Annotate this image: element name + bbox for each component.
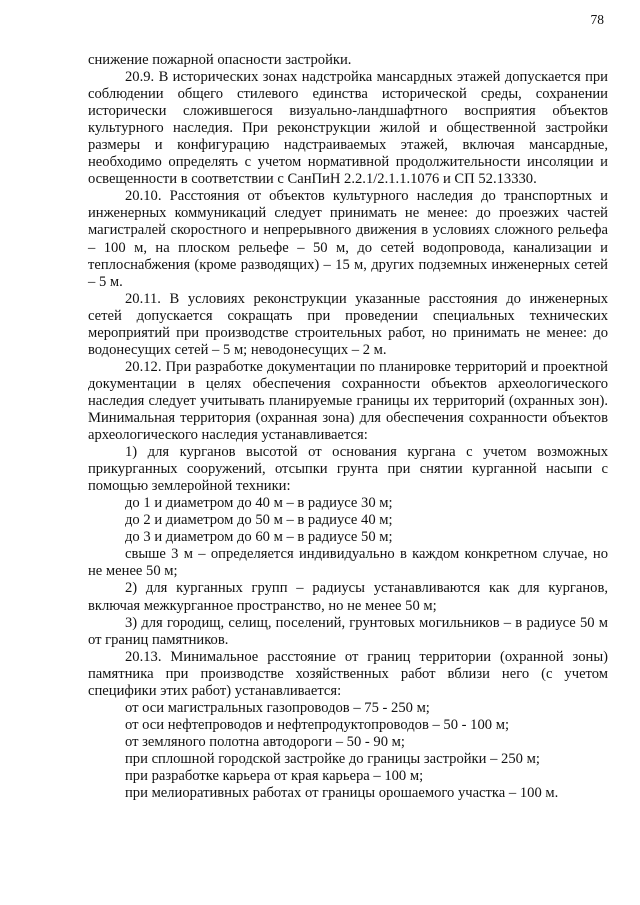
sub-item-over-3: свыше 3 м – определяется индивидуально в каждом конкретном случае, но не менее 50 м; bbox=[88, 546, 608, 580]
document-body bbox=[88, 52, 608, 802]
clause-20-12: 20.12. При разработке документации по планировке территорий и проектной документации в целях обеспечения сохранности объектов археологического наследия следует учитывать планируемые границы их территорий (охранных зон). Минимальная территория (охранная зона) для обеспечения сохранности объектов археологического наследия устанавливается: bbox=[88, 358, 608, 444]
list-item-kurgan-groups: 2) для курганных групп – радиусы устанавливаются как для курганов, включая межкурганное пространство, но не менее 50 м; bbox=[88, 580, 608, 614]
distance-gas-pipelines: от оси магистральных газопроводов – 75 - 250 м; bbox=[125, 699, 430, 716]
sub-item-height-2: до 2 и диаметром до 50 м – в радиусе 40 м; bbox=[125, 512, 393, 529]
page-number: 78 bbox=[590, 12, 604, 27]
distance-urban-development: при сплошной городской застройке до границы застройки – 250 м; bbox=[125, 750, 540, 767]
distance-road-bed: от земляного полотна автодороги – 50 - 90 м; bbox=[125, 733, 405, 750]
clause-20-9: 20.9. В исторических зонах надстройка мансардных этажей допускается при соблюдении общего стилевого единства исторической среды, сохранении исторически сложившегося визуально-ландшафтного восприятия объектов культурного наследия. При реконструкции жилой и общественной застройки размеры и конфигурацию надстраиваемых этажей, включая мансардные, необходимо определять с учетом нормативной продолжительности инсоляции и освещенности в соответствии с СанПиН 2.2.1/2.1.1.1076 и СП 52.13330. bbox=[88, 69, 608, 188]
distance-quarry: при разработке карьера от края карьера – 100 м; bbox=[125, 767, 424, 784]
sub-item-height-1: до 1 и диаметром до 40 м – в радиусе 30 м; bbox=[125, 495, 393, 512]
list-item-settlements: 3) для городищ, селищ, поселений, грунтовых могильников – в радиусе 50 м от границ памятников. bbox=[88, 614, 608, 648]
sub-item-height-3: до 3 и диаметром до 60 м – в радиусе 50 м; bbox=[125, 529, 393, 546]
clause-20-11: 20.11. В условиях реконструкции указанные расстояния до инженерных сетей допускается сокращать при проведении специальных технических мероприятий при производстве строительных работ, но принимать не менее: до водонесущих сетей – 5 м; неводонесущих – 2 м. bbox=[88, 290, 608, 358]
distance-oil-pipelines: от оси нефтепроводов и нефтепродуктопроводов – 50 - 100 м; bbox=[125, 716, 510, 733]
distance-irrigation: при мелиоративных работах от границы орошаемого участка – 100 м. bbox=[125, 785, 559, 802]
clause-20-13: 20.13. Минимальное расстояние от границ территории (охранной зоны) памятника при производстве хозяйственных работ вблизи него (с учетом специфики этих работ) устанавливается: bbox=[88, 648, 608, 699]
list-item-kurgany: 1) для курганов высотой от основания кургана с учетом возможных прикурганных сооружений, отсыпки грунта при снятии курганной насыпи с помощью землеройной техники: bbox=[88, 444, 608, 495]
clause-20-10: 20.10. Расстояния от объектов культурного наследия до транспортных и инженерных коммуникаций следует принимать не менее: до проезжих частей магистралей скоростного и непрерывного движения в условиях сложного рельефа – 100 м, на плоском рельефе – 50 м, до сетей водопровода, канализации и теплоснабжения (кроме разводящих) – 15 м, других подземных инженерных сетей – 5 м. bbox=[88, 188, 608, 290]
paragraph-continuation: снижение пожарной опасности застройки. bbox=[88, 52, 352, 68]
